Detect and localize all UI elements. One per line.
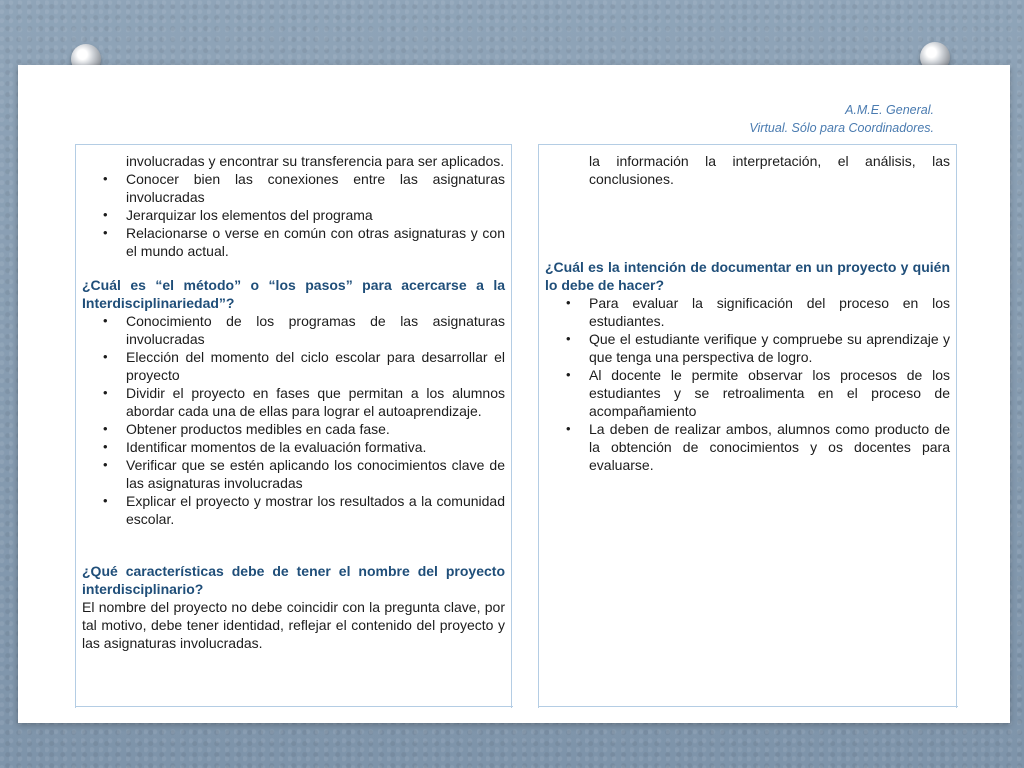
list-item: • Elección del momento del ciclo escolar para desarrollar el proyecto xyxy=(126,348,505,384)
question-project-name: ¿Qué características debe de tener el nombre del proyecto interdisciplinario? xyxy=(82,563,505,597)
list-item: • Que el estudiante verifique y compruebe su aprendizaje y que tenga una perspectiva de logro. xyxy=(589,330,950,366)
list-item: • Conocer bien las conexiones entre las asignaturas involucradas xyxy=(126,170,505,206)
list-item: • Explicar el proyecto y mostrar los resultados a la comunidad escolar. xyxy=(126,492,505,528)
project-name-paragraph: El nombre del proyecto no debe coincidir con la pregunta clave, por tal motivo, debe tener identidad, reflejar el contenido del proyecto y las asignaturas involucradas. xyxy=(82,599,505,651)
document-header xyxy=(749,101,934,137)
list-item: • Obtener productos medibles en cada fase. xyxy=(126,420,505,438)
left-bullet-list-2 xyxy=(82,312,505,528)
header-line-2: Virtual. Sólo para Coordinadores. xyxy=(749,121,934,135)
header-line-1: A.M.E. General. xyxy=(845,103,934,117)
list-item: • Relacionarse o verse en común con otras asignaturas y con el mundo actual. xyxy=(126,224,505,260)
right-continuation: la información la interpretación, el análisis, las conclusiones. xyxy=(589,153,950,187)
right-column xyxy=(538,144,957,708)
document-sheet xyxy=(18,65,1010,723)
list-item: • Verificar que se estén aplicando los conocimientos clave de las asignaturas involucradas xyxy=(126,456,505,492)
list-item: • Dividir el proyecto en fases que permitan a los alumnos abordar cada una de ellas para lograr el autoaprendizaje. xyxy=(126,384,505,420)
list-item: • La deben de realizar ambos, alumnos como producto de la obtención de conocimientos y os docentes para evaluarse. xyxy=(589,420,950,474)
right-bullet-list xyxy=(545,294,950,474)
list-item: • Identificar momentos de la evaluación formativa. xyxy=(126,438,505,456)
question-method: ¿Cuál es “el método” o “los pasos” para acercarse a la Interdisciplinariedad”? xyxy=(82,277,505,311)
list-item: • Conocimiento de los programas de las asignaturas involucradas xyxy=(126,312,505,348)
left-continuation: involucradas y encontrar su transferencia para ser aplicados. xyxy=(126,153,505,169)
list-item: • Para evaluar la significación del proceso en los estudiantes. xyxy=(589,294,950,330)
left-bullet-list-1 xyxy=(82,170,505,260)
list-item: • Al docente le permite observar los procesos de los estudiantes y se retroalimenta en el proceso de acompañamiento xyxy=(589,366,950,420)
left-column xyxy=(75,144,512,708)
question-documentation: ¿Cuál es la intención de documentar en un proyecto y quién lo debe de hacer? xyxy=(545,259,950,293)
list-item: • Jerarquizar los elementos del programa xyxy=(126,206,505,224)
